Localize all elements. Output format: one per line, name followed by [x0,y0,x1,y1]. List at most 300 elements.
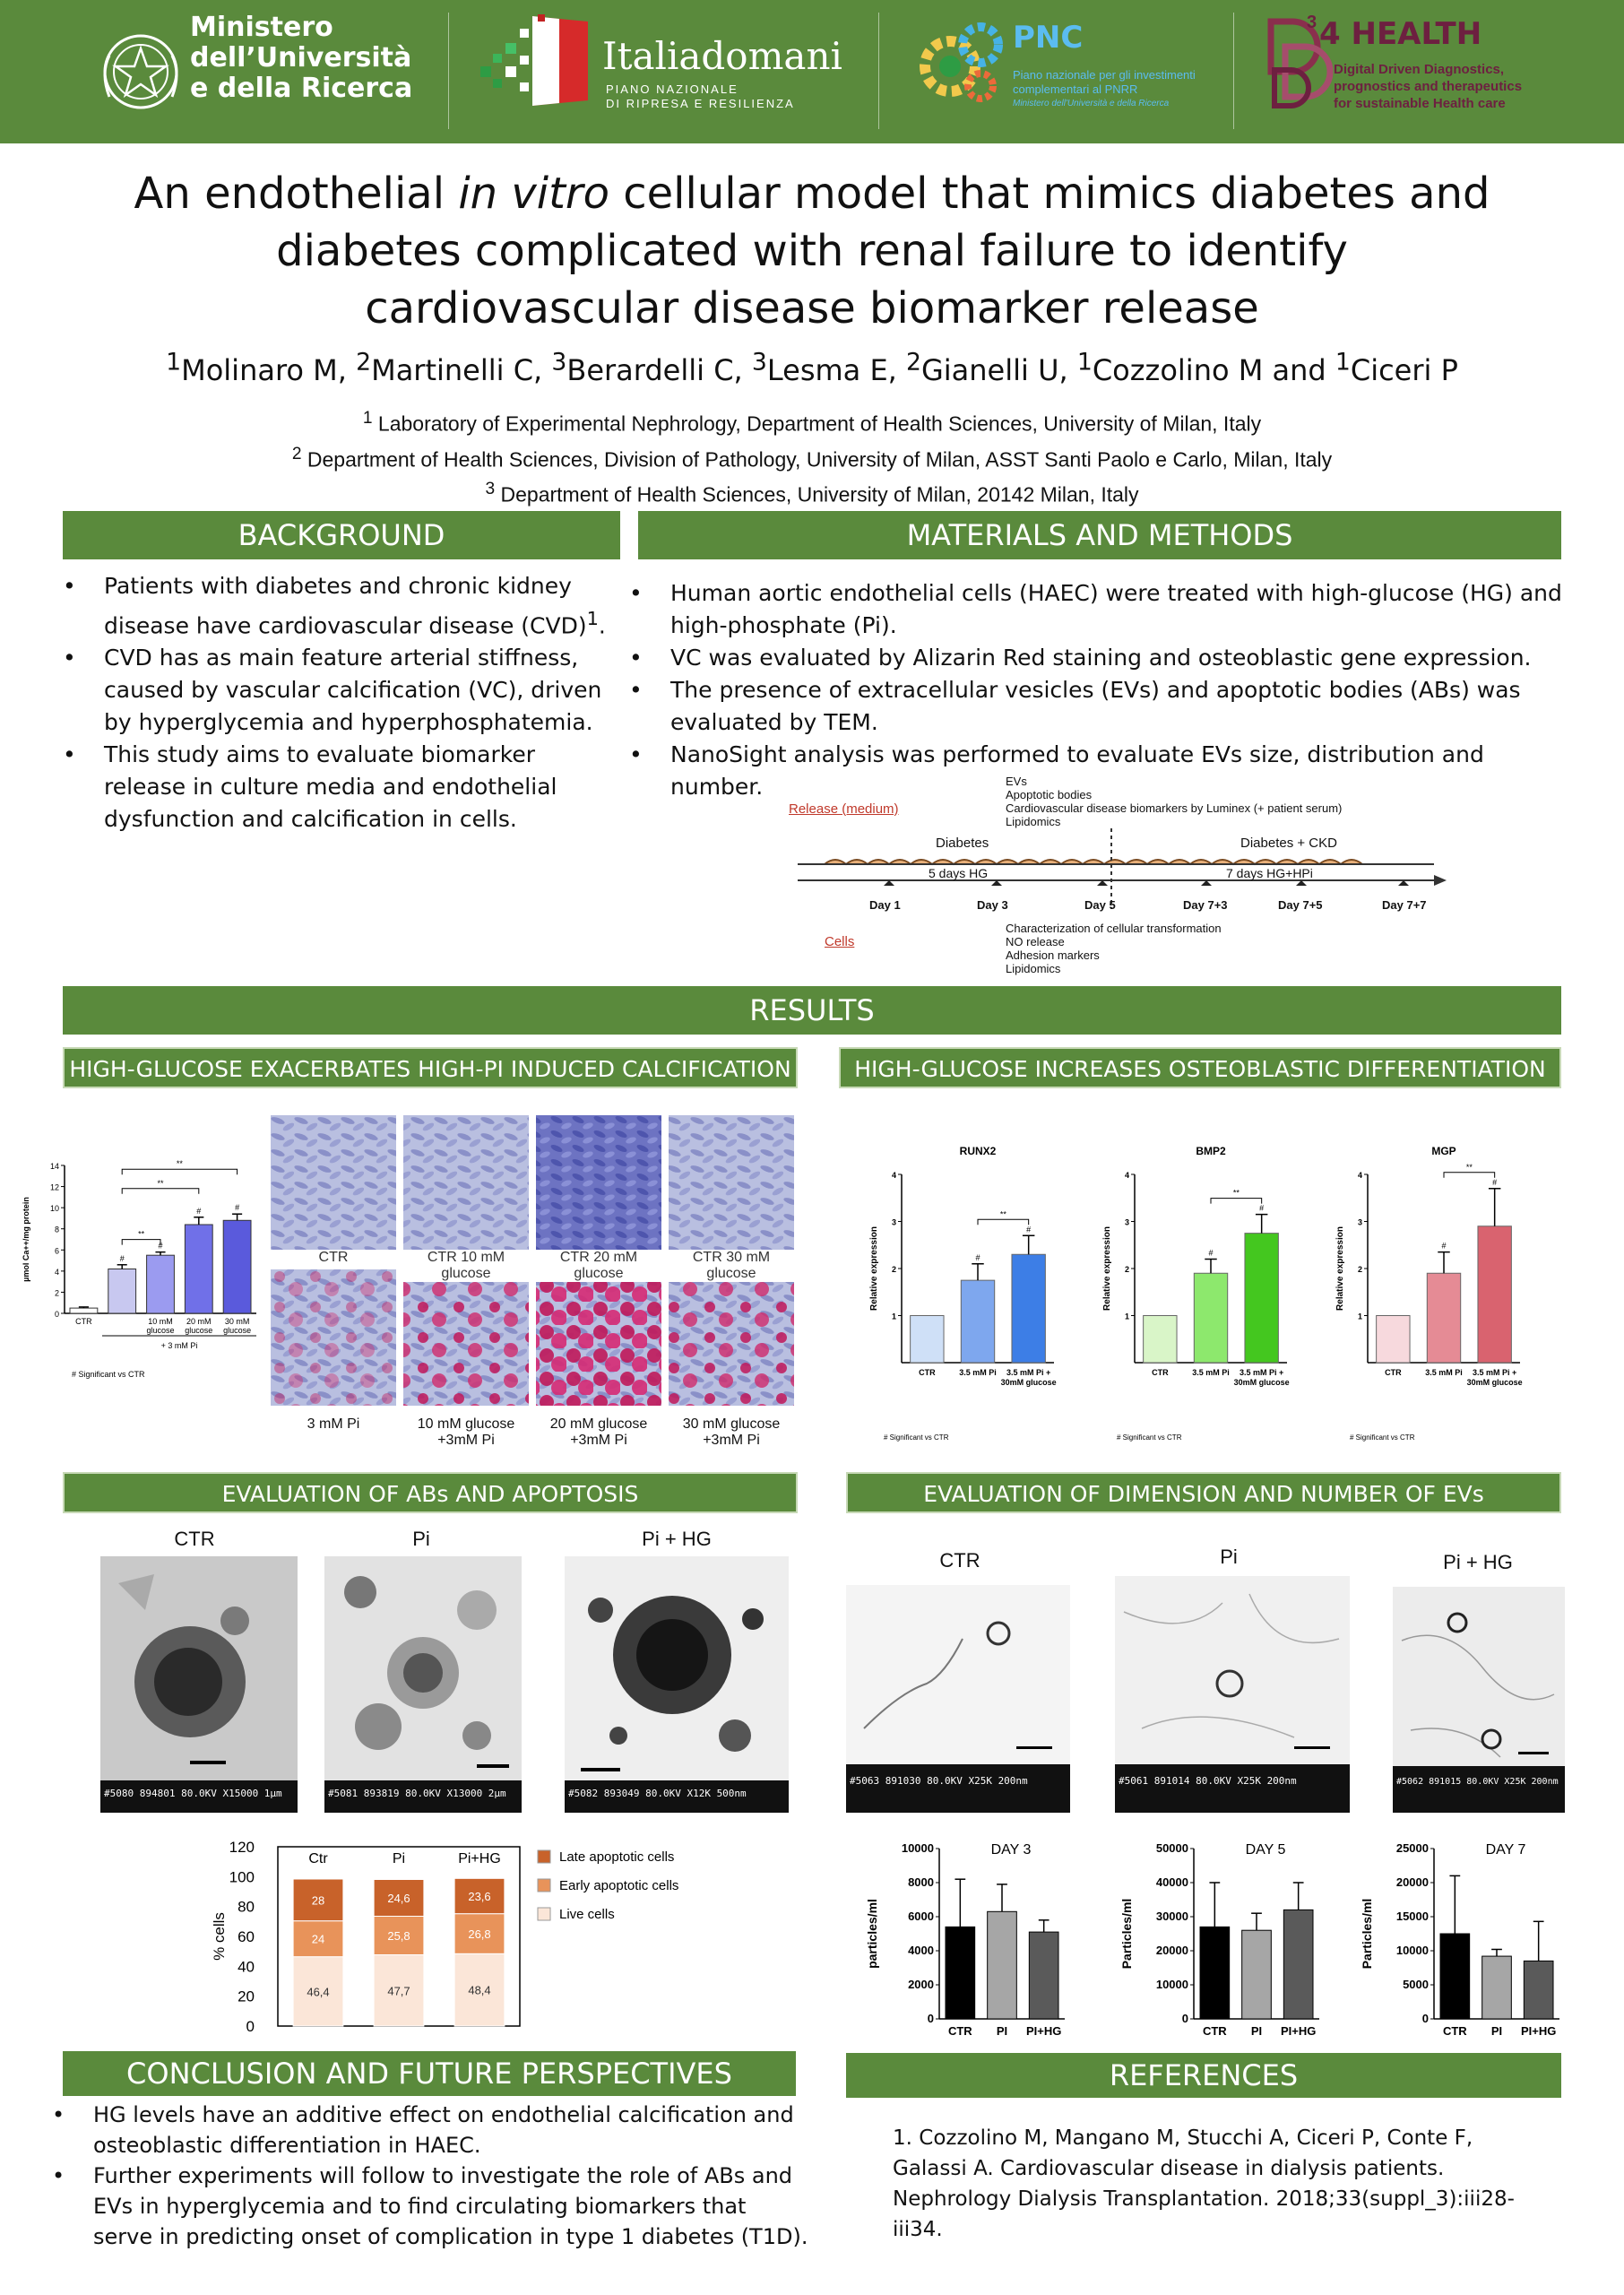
author-sup: 3 [551,348,567,376]
italiadomani-sub2: DI RIPRESA E RESILIENZA [606,97,795,110]
tem-scalebar-text: #5063 891030 80.0KV X25K 200nm [850,1775,1028,1787]
conclusion-heading: CONCLUSION AND FUTURE PERSPECTIVES [63,2051,796,2096]
micrograph-label: CTR [271,1250,396,1266]
tem-label: Pi + HG [1443,1551,1513,1573]
bmp2-chart-svg [1090,1139,1332,1452]
micrograph-label: 20 mM glucose +3mM Pi [549,1416,648,1448]
significance-note: # Significant vs CTR [1117,1433,1182,1442]
significance-mark: # [119,1253,125,1263]
affiliation [0,403,1624,439]
mur-line3: e della Ricerca [190,73,413,104]
tem-ev-pi-hg [1393,1587,1565,1813]
significance-note: # Significant vs CTR [884,1433,949,1442]
micrograph-ctr-30mm [669,1115,794,1251]
micrograph-label: 10 mM glucose +3mM Pi [417,1416,515,1448]
bar [946,1927,975,2019]
y-tick-label: 4000 [908,1944,934,1957]
list-item: • VC was evaluated by Alizarin Red staining and osteoblastic gene expression. [624,642,1574,674]
author [166,348,357,387]
segment-value-label: 23,6 [468,1890,491,1903]
day-label: Day 7+5 [1278,898,1323,912]
significance-mark: # [1208,1248,1214,1258]
author-name: Lesma E, [766,352,906,387]
ev-day3-chart [850,1829,1092,2044]
mgp-chart [1323,1139,1565,1452]
significance-mark: # [975,1252,980,1262]
bar [1245,1234,1278,1363]
y-tick-label: 1 [1357,1312,1362,1321]
title-italic: in vitro [458,169,609,219]
category-label: 30 mM [224,1317,250,1326]
background-list [57,570,615,836]
alizarin-micrographs [271,1115,795,1407]
category-label: PI [996,2024,1008,2038]
significance-mark: # [1259,1203,1265,1213]
calcium-chart-svg [14,1148,265,1399]
bracket-label: ** [1232,1188,1240,1198]
author-sup: 1 [1076,348,1093,376]
y-axis-label: Relative expression [869,1226,879,1311]
chart-title: RUNX2 [959,1145,997,1157]
results-heading: RESULTS [63,986,1561,1035]
citation-sup: 1 [586,608,599,629]
bar [961,1280,994,1363]
mur-line1: Ministero [190,12,333,43]
calcium-chart [14,1148,265,1399]
bar [1524,1961,1553,2019]
y-tick-label: 2 [1357,1265,1362,1274]
chart-title: DAY 7 [1485,1842,1526,1858]
tem-ev-ctr [846,1585,1070,1813]
calcification-heading: HIGH-GLUCOSE EXACERBATES HIGH-PI INDUCED CALCIFICATION [63,1047,798,1088]
bar [988,1911,1017,2019]
d34-sub1: Digital Driven Diagnostics, [1334,62,1505,77]
category-label: 3.5 mM Pi + [1473,1368,1517,1377]
chart-title: MGP [1431,1145,1456,1157]
release-item: Lipidomics [1006,815,1061,828]
category-label: Ctr [308,1851,328,1866]
list-item [57,642,615,739]
y-tick-label: 120 [229,1839,255,1856]
category-label: CTR [919,1368,936,1377]
category-label: PI [1490,2024,1503,2038]
category-label: Pi+HG [458,1851,501,1866]
y-tick-label: 30000 [1155,1910,1188,1923]
ev-day5-chart [1104,1829,1346,2044]
day-label: Day 5 [1084,898,1116,912]
bar [1200,1927,1230,2019]
y-axis-label: % cells [211,1912,228,1961]
bar [911,1316,944,1364]
release-items [1006,775,1342,828]
pnc-sub1: Piano nazionale per gli investimenti [1013,68,1196,82]
ev-day7-chart-svg [1344,1829,1586,2044]
references-heading: REFERENCES [846,2053,1561,2098]
background-heading: BACKGROUND [63,511,620,559]
y-axis-label: particles/ml [865,1899,879,1969]
affiliation-text: Department of Health Sciences, University of Milan, 20142 Milan, Italy [495,482,1139,507]
author-name: Cozzolino M and [1092,352,1335,387]
micrograph-label: CTR 20 mM glucose [536,1250,661,1282]
list-item: • Human aortic endothelial cells (HAEC) were treated with high-glucose (HG) and high-phosphate (Pi). [624,577,1574,642]
y-tick-label: 2 [1124,1265,1129,1274]
pnc-sub3: Ministero dell'Università e della Ricerca [1013,99,1170,108]
category-label: 20 mM [186,1317,212,1326]
affiliation-text: Laboratory of Experimental Nephrology, Department of Health Sciences, University of Milan, Italy [372,411,1262,436]
bar [1440,1934,1470,2019]
author-name: Molinaro M, [181,352,357,387]
segment-value-label: 26,8 [468,1927,491,1941]
tem-image-pi [324,1556,522,1813]
category-label: glucose [223,1326,252,1335]
segment-value-label: 48,4 [468,1983,491,1997]
bracket-label: ** [999,1209,1006,1219]
title-line3: cardiovascular disease biomarker release [365,283,1259,333]
bar [1482,1956,1512,2019]
author-sup: 3 [751,348,767,376]
pnc-name: PNC [1013,20,1084,56]
d34health-name: 4 HEALTH [1319,16,1482,52]
day-label: Day 7+7 [1382,898,1427,912]
y-tick-label: 20000 [1155,1944,1188,1957]
release-item: Cardiovascular disease biomarkers by Luminex (+ patient serum) [1006,801,1343,815]
category-label: CTR [1385,1368,1402,1377]
bar [1377,1316,1410,1364]
segment-value-label: 24,6 [387,1892,410,1905]
mgp-chart-svg [1323,1139,1565,1452]
affiliation-sup: 3 [485,480,496,499]
cells-item: Characterization of cellular transformation [1006,922,1222,935]
d34health-subtitle [1334,61,1522,112]
cells-item: NO release [1006,935,1065,948]
evs-heading: EVALUATION OF DIMENSION AND NUMBER OF EVs [846,1472,1561,1513]
y-tick-label: 14 [49,1162,59,1171]
ev-day5-chart-svg [1104,1829,1346,2044]
tem-scalebar-text: #5080 894801 80.0KV X15000 1µm [104,1788,282,1799]
apoptosis-chart-svg [197,1829,735,2044]
pnc-gear-icon [914,14,1009,109]
y-tick-label: 10 [49,1204,59,1214]
day-label: Day 1 [869,898,901,912]
title-line1 [54,165,1570,222]
category-label: CTR [947,2024,972,2038]
y-tick-label: 40 [238,1958,255,1976]
author-name: Martinelli C, [371,352,552,387]
legend-label: Live cells [559,1907,615,1922]
author-list [0,348,1624,387]
list-item: • HG levels have an additive effect on endothelial calcification and osteoblastic differentiation in HAEC. [47,2100,808,2161]
category-label: PI [1250,2024,1263,2038]
micrograph-ctr [271,1115,396,1251]
header-divider [448,13,449,129]
italiadomani-name: Italiadomani [602,34,842,78]
tem-scalebar-text: #5082 893049 80.0KV X12K 500nm [568,1788,747,1799]
category-label: PI+HG [1280,2024,1317,2038]
affiliation [0,474,1624,510]
y-tick-label: 4 [891,1171,896,1180]
y-tick-label: 10000 [1155,1978,1188,1991]
y-tick-label: 12 [49,1182,59,1192]
y-tick-label: 60 [238,1928,255,1945]
legend-label: Late apoptotic cells [559,1849,675,1865]
y-tick-label: 0 [1421,2012,1429,2025]
author-name: Ciceri P [1350,352,1458,387]
italiadomani-sub1: PIANO NAZIONALE [606,82,739,96]
category-label: CTR [1202,2024,1227,2038]
runx2-chart [857,1139,1099,1452]
segment-value-label: 25,8 [387,1929,410,1943]
bar [1029,1932,1058,2019]
bar [70,1308,98,1313]
significance-mark: # [1492,1177,1498,1187]
cells-items [1006,922,1222,975]
significance-mark: # [196,1206,202,1216]
author [1076,348,1335,387]
mur-line2: dell’Università [190,42,412,74]
author [1335,348,1458,387]
y-tick-label: 2 [891,1265,896,1274]
author-sup: 2 [356,348,372,376]
group-label: + 3 mM Pi [160,1341,198,1350]
cells-label: Cells [825,934,855,949]
phase2-label: 7 days HG+HPi [1226,866,1313,880]
tem-label: CTR [939,1549,980,1572]
significance-mark: # [235,1203,240,1213]
y-tick-label: 4 [54,1267,59,1277]
y-tick-label: 15000 [1395,1910,1429,1923]
bar [223,1220,251,1313]
bar [1242,1930,1272,2019]
y-tick-label: 3 [1357,1217,1362,1227]
header-divider [1233,13,1234,129]
affiliation-text: Department of Health Sciences, Division of Pathology, University of Milan, ASST Santi Paolo e Carlo, Milan, Italy [301,447,1333,472]
italiadomani-subtitle [606,82,795,111]
category-label: CTR [1152,1368,1169,1377]
y-tick-label: 4 [1357,1171,1362,1180]
d34-sub2: prognostics and therapeutics [1334,79,1523,94]
osteoblastic-heading: HIGH-GLUCOSE INCREASES OSTEOBLASTIC DIFFERENTIATION [839,1047,1561,1088]
tem-image-ctr [100,1556,298,1813]
y-tick-label: 0 [1181,2012,1188,2025]
bar [1144,1316,1177,1364]
author-sup: 1 [1335,348,1351,376]
affiliation-list [0,403,1624,510]
pnc-sub2: complementari al PNRR [1013,82,1138,96]
italiadomani-logo-icon [473,11,599,109]
category-label: PI+HG [1520,2024,1557,2038]
legend-swatch [538,1879,550,1892]
significance-bracket [978,1219,1029,1225]
header-bar [0,0,1624,143]
author [906,348,1077,387]
author-name: Gianelli U, [920,352,1077,387]
y-tick-label: 20 [238,1988,255,2005]
author [356,348,552,387]
chart-title: DAY 3 [990,1842,1032,1858]
y-tick-label: 100 [229,1868,255,1886]
list-item [57,570,615,642]
category-label: PI+HG [1025,2024,1062,2038]
author [751,348,906,387]
tem-label: Pi + HG [642,1528,712,1550]
y-tick-label: 10000 [901,1841,934,1855]
segment-value-label: 46,4 [307,1985,330,1999]
segment-value-label: 24 [311,1932,325,1946]
legend-label: Early apoptotic cells [559,1878,679,1893]
cells-item: Lipidomics [1006,962,1061,975]
y-tick-label: 1 [1124,1312,1129,1321]
bullet-text: This study aims to evaluate biomarker release in culture media and endothelial dysfunction and calcification in cells. [104,741,557,833]
significance-mark: # [158,1241,163,1251]
cells-item: Adhesion markers [1006,948,1100,962]
bar [1427,1273,1460,1363]
significance-bracket [122,1169,237,1174]
author-sup: 1 [166,348,182,376]
bar [185,1225,212,1313]
y-tick-label: 2 [54,1288,59,1298]
bullet-tail: . [598,612,606,639]
significance-mark: # [1026,1225,1032,1234]
significance-bracket [122,1240,160,1245]
y-tick-label: 3 [1124,1217,1129,1227]
category-label: glucose [146,1326,175,1335]
bar [1194,1273,1227,1363]
tem-image-pi-hg [565,1556,789,1813]
y-tick-label: 0 [54,1310,59,1319]
y-tick-label: 0 [927,2012,934,2025]
y-tick-label: 0 [246,2018,255,2035]
list-item: • The presence of extracellular vesicles (EVs) and apoptotic bodies (ABs) was evaluated by TEM. [624,674,1574,739]
y-tick-label: 4 [1124,1171,1129,1180]
poster-title [54,165,1570,337]
category-label: CTR [1442,2024,1467,2038]
y-tick-label: 8 [54,1225,59,1234]
category-label: 30mM glucose [1466,1378,1523,1387]
y-tick-label: 20000 [1395,1875,1429,1889]
micrograph-label: CTR 30 mM glucose [669,1250,794,1282]
runx2-chart-svg [857,1139,1099,1452]
y-tick-label: 6 [54,1246,59,1256]
apoptosis-stacked-chart [197,1829,735,2044]
header-divider [878,13,879,129]
tem-scalebar-text: #5081 893819 80.0KV X13000 2µm [328,1788,506,1799]
d34health-sup: 3 [1307,13,1317,32]
y-tick-label: 6000 [908,1910,934,1923]
affiliation-sup: 1 [362,409,373,428]
author-name: Berardelli C, [566,352,752,387]
author-sup: 2 [906,348,921,376]
y-tick-label: 80 [238,1898,255,1916]
tem-label: Pi [412,1528,430,1550]
category-label: 3.5 mM Pi [1425,1368,1463,1377]
category-label: Pi [392,1851,406,1866]
category-label: 30mM glucose [1233,1378,1290,1387]
category-label: 3.5 mM Pi + [1006,1368,1051,1377]
significance-mark: # [1441,1241,1447,1251]
category-label: CTR [75,1317,92,1326]
chart-title: BMP2 [1196,1145,1226,1157]
bar [1478,1226,1511,1363]
title-part: An endothelial [134,169,459,219]
release-label: Release (medium) [789,801,899,817]
bracket-label: ** [1465,1162,1473,1172]
pnc-subtitle [1013,68,1196,111]
micrograph-label: 3 mM Pi [307,1416,360,1432]
micrograph-label: 30 mM glucose +3mM Pi [682,1416,781,1448]
bracket-label: ** [157,1178,164,1188]
release-item: EVs [1006,775,1027,788]
bmp2-chart [1090,1139,1332,1452]
affiliation-sup: 2 [291,444,302,463]
micrograph-label: CTR 10 mM glucose [403,1250,529,1282]
chart-title: DAY 5 [1245,1842,1286,1858]
conclusion-list [47,2100,808,2252]
y-axis-label: Particles/ml [1360,1898,1374,1970]
italian-emblem-icon [97,20,185,118]
title-part: cellular model that mimics diabetes and [609,169,1490,219]
significance-note: # Significant vs CTR [72,1370,145,1379]
category-label: 10 mM [148,1317,173,1326]
y-tick-label: 40000 [1155,1875,1188,1889]
y-tick-label: 10000 [1395,1944,1429,1957]
y-tick-label: 3 [891,1217,896,1227]
bar [1283,1910,1313,2019]
tem-scalebar-text: #5061 891014 80.0KV X25K 200nm [1119,1775,1297,1787]
y-axis-label: µmol Ca++/mg protein [22,1197,30,1282]
micrograph-ctr-20mm [536,1115,661,1251]
segment-value-label: 47,7 [387,1984,410,1998]
tem-ev-pi [1115,1576,1350,1813]
category-label: glucose [185,1326,213,1335]
bullet-text: Patients with diabetes and chronic kidney disease have cardiovascular disease (CVD) [104,573,587,639]
tem-label: CTR [174,1528,215,1550]
significance-bracket [1211,1199,1262,1204]
y-axis-label: Relative expression [1102,1226,1112,1311]
bracket-label: ** [176,1159,183,1169]
bar [147,1255,175,1313]
author [551,348,752,387]
release-item: Apoptotic bodies [1006,788,1093,801]
day-label: Day 3 [977,898,1008,912]
methods-heading: MATERIALS AND METHODS [638,511,1561,559]
diabetes-label: Diabetes [936,836,989,851]
legend-swatch [538,1850,550,1863]
abs-heading: EVALUATION OF ABs AND APOPTOSIS [63,1472,798,1513]
bracket-label: ** [138,1229,145,1239]
title-line2: diabetes complicated with renal failure to identify [276,226,1348,276]
category-label: 3.5 mM Pi + [1240,1368,1284,1377]
bullet-text: CVD has as main feature arterial stiffness, caused by vascular calcification (VC), driven by hyperglycemia and hyperphosphatemia. [104,645,602,736]
affiliation [0,439,1624,475]
y-axis-label: Particles/ml [1119,1898,1134,1970]
day-label: Day 7+3 [1183,898,1228,912]
experimental-timeline [789,775,1452,981]
methods-list [624,577,1574,803]
y-tick-label: 8000 [908,1875,934,1889]
list-item [57,739,615,836]
diabetes-ckd-label: Diabetes + CKD [1240,836,1337,851]
ev-day7-chart [1344,1829,1586,2044]
ev-day3-chart-svg [850,1829,1092,2044]
arrow-icon [1434,875,1447,886]
y-tick-label: 5000 [1403,1978,1429,1991]
category-label: 30mM glucose [1000,1378,1057,1387]
y-tick-label: 2000 [908,1978,934,1991]
significance-note: # Significant vs CTR [1350,1433,1415,1442]
category-label: 3.5 mM Pi [1192,1368,1230,1377]
list-item: • Further experiments will follow to investigate the role of ABs and EVs in hyperglycemia and to find circulating biomarkers that serve in predicting onset of complication in type 1 diabetes (T1D). [47,2161,808,2252]
y-tick-label: 1 [891,1312,896,1321]
